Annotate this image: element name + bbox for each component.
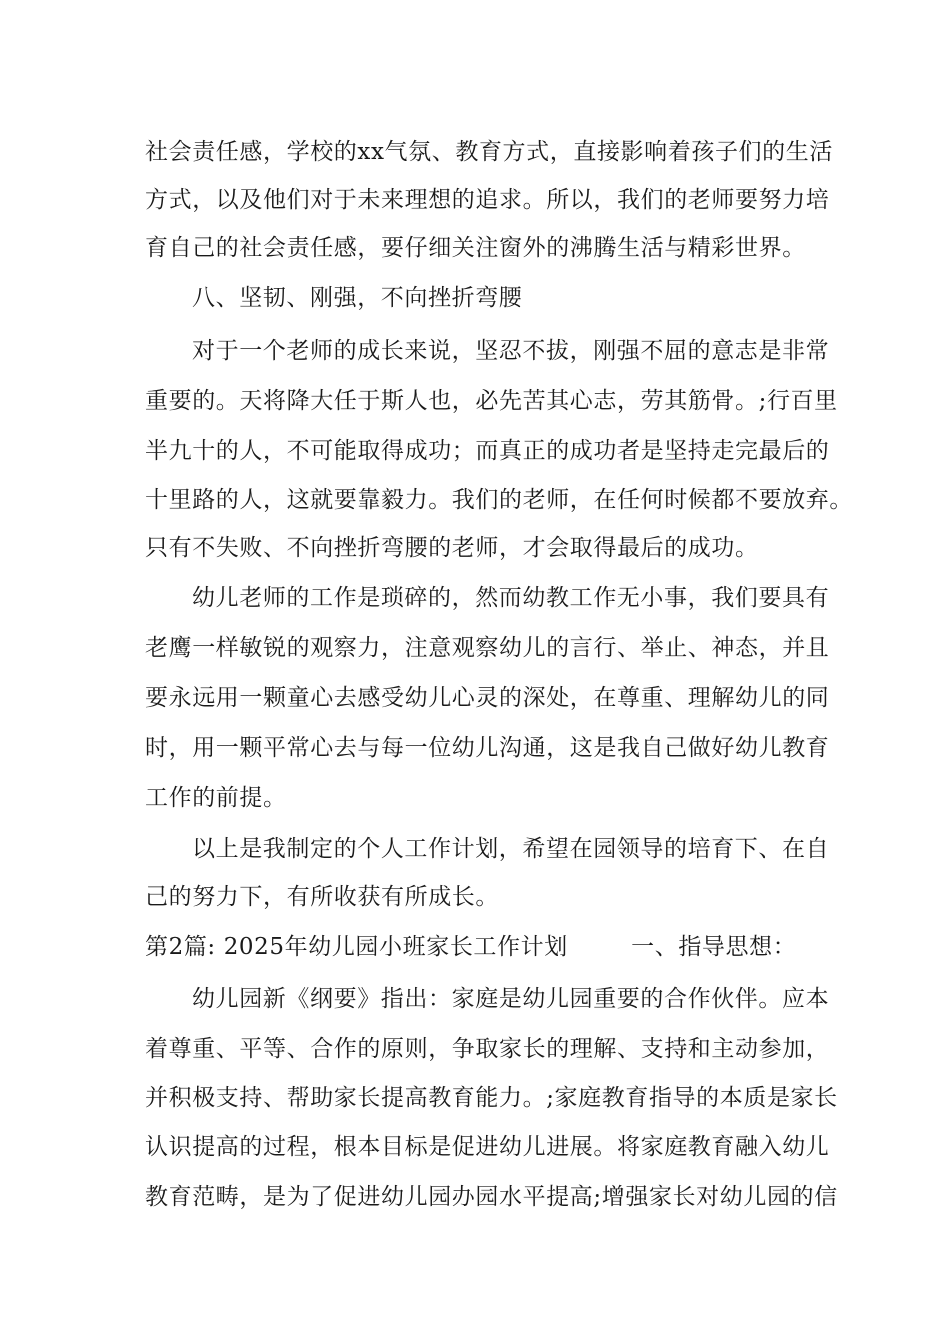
body-text-line: 方式，以及他们对于未来理想的追求。所以，我们的老师要努力培 xyxy=(145,187,830,213)
body-text-line: 幼儿老师的工作是琐碎的，然而幼教工作无小事，我们要具有 xyxy=(192,585,830,611)
body-text-line: 半九十的人，不可能取得成功；而真正的成功者是坚持走完最后的 xyxy=(145,438,830,464)
body-text-line: 对于一个老师的成长来说，坚忍不拔，刚强不屈的意志是非常 xyxy=(192,338,830,364)
body-text-line: 并积极支持、帮助家长提高教育能力。;家庭教育指导的本质是家长 xyxy=(145,1085,838,1111)
body-text-line: 时，用一颗平常心去与每一位幼儿沟通，这是我自己做好幼儿教育 xyxy=(145,735,830,761)
body-text-line: 十里路的人，这就要靠毅力。我们的老师，在任何时候都不要放弃。 xyxy=(145,487,853,513)
body-text-line: 工作的前提。 xyxy=(145,785,287,811)
body-text-line: 要永远用一颗童心去感受幼儿心灵的深处，在尊重、理解幼儿的同 xyxy=(145,685,830,711)
body-text-line: 育自己的社会责任感，要仔细关注窗外的沸腾生活与精彩世界。 xyxy=(145,235,806,261)
body-text-line: 认识提高的过程，根本目标是促进幼儿进展。将家庭教育融入幼儿 xyxy=(145,1134,830,1160)
body-text-line: 只有不失败、不向挫折弯腰的老师，才会取得最后的成功。 xyxy=(145,535,759,561)
body-text-line: 教育范畴，是为了促进幼儿园办园水平提高;增强家长对幼儿园的信 xyxy=(145,1184,838,1210)
section-heading: 八、坚韧、刚强，不向挫折弯腰 xyxy=(192,285,523,311)
body-text-line: 老鹰一样敏锐的观察力，注意观察幼儿的言行、举止、神态，并且 xyxy=(145,635,830,661)
body-text-line: 己的努力下，有所收获有所成长。 xyxy=(145,884,499,910)
body-text-line: 着尊重、平等、合作的原则，争取家长的理解、支持和主动参加， xyxy=(145,1036,830,1062)
body-text-line: 以上是我制定的个人工作计划，希望在园领导的培育下、在自 xyxy=(192,836,830,862)
chapter-heading: 第2篇: 2025年幼儿园小班家长工作计划 一、指导思想： xyxy=(145,934,797,960)
body-text-line: 社会责任感，学校的xx气氛、教育方式，直接影响着孩子们的生活 xyxy=(145,139,833,165)
body-text-line: 幼儿园新《纲要》指出：家庭是幼儿园重要的合作伙伴。应本 xyxy=(192,986,830,1012)
body-text-line: 重要的。天将降大任于斯人也，必先苦其心志，劳其筋骨。;行百里 xyxy=(145,388,838,414)
